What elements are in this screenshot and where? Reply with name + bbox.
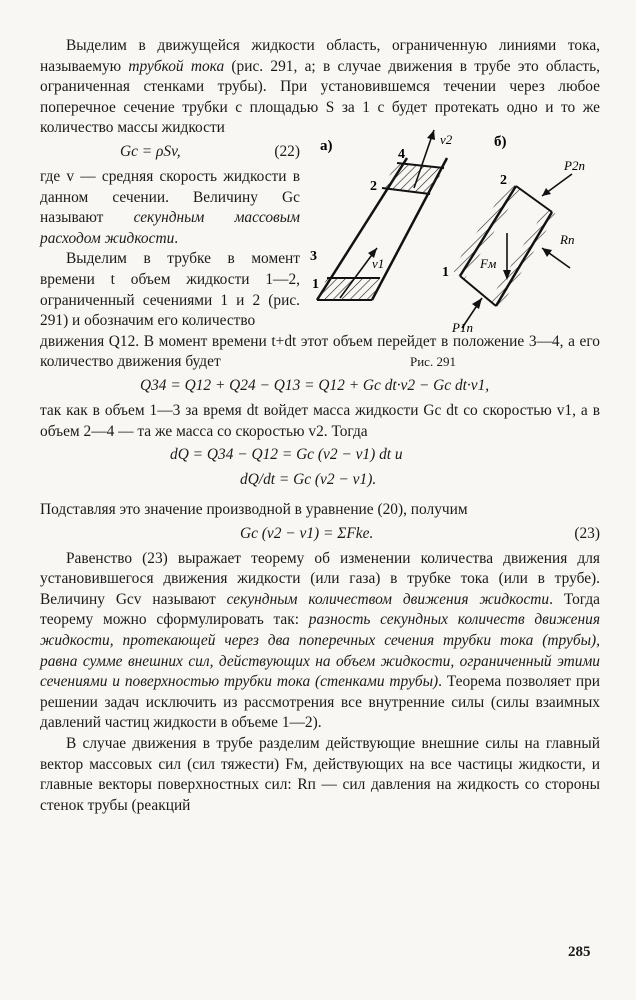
equation-22 bbox=[40, 142, 300, 164]
paragraph-7: В случае движения в трубе разделим действующие внешние силы на главный вектор массовых сил (сил тяжести) Fм, действующих на все частицы жидкости, и главные векторы поверхностных сил: Rп — сил давления на жидкость со стороны стенок трубы (реакций bbox=[40, 735, 600, 814]
equation-dqdt: dQ/dt = Gc (v2 − v1). bbox=[240, 471, 377, 489]
label-v2: v2 bbox=[440, 132, 453, 147]
equation-23-number: (23) bbox=[574, 524, 600, 542]
equation-dq: dQ = Q34 − Q12 = Gc (v2 − v1) dt и bbox=[170, 446, 403, 464]
paragraph-2: где v — средняя скорость жидкости в данном сечении. Величину Gc называют секундным массовым расходом жидкости. bbox=[40, 167, 300, 247]
label-P1: P1п bbox=[452, 320, 473, 335]
label-P2: P2п bbox=[564, 158, 585, 173]
label-3: 3 bbox=[310, 249, 317, 264]
label-a: а) bbox=[320, 138, 333, 154]
label-1: 1 bbox=[312, 277, 319, 292]
paragraph-3: Выделим в трубке в момент времени t объем жидкости 1—2, ограниченный сечениями 1 и 2 (рис. 291) и обозначим его количество bbox=[40, 250, 300, 330]
label-b: б) bbox=[494, 134, 507, 150]
equation-23-formula: Gc (v2 − v1) = ΣFke. bbox=[240, 524, 374, 542]
paragraph-4: так как в объем 1—3 за время dt войдет масса жидкости Gc dt со скоростью v1, а в объем 2—4 — та же масса со скоростью v2. Тогда bbox=[40, 401, 600, 440]
diagram-b bbox=[442, 134, 585, 335]
label-2: 2 bbox=[370, 179, 377, 194]
label-F: Fм bbox=[480, 256, 497, 271]
figure-291 bbox=[302, 118, 600, 380]
equation-22-formula: Gc = ρSv, bbox=[120, 142, 181, 160]
equation-q34: Q34 = Q12 + Q24 − Q13 = Q12 + Gc dt·v2 − Gc dt·v1, bbox=[140, 376, 490, 394]
equation-23 bbox=[40, 524, 600, 546]
label-b-1: 1 bbox=[442, 265, 449, 280]
diagram-a bbox=[310, 130, 453, 300]
figure-291-diagram bbox=[302, 118, 600, 380]
label-b-2: 2 bbox=[500, 173, 507, 188]
label-R: Rп bbox=[560, 232, 575, 247]
equation-22-number: (22) bbox=[274, 142, 300, 160]
paragraph-1: Выделим в движущейся жидкости область, ограниченную линиями тока, называемую трубкой тока (рис. 291, а; в случае движения в трубе это область, ограниченная стенками трубы). При установившемся течении через любое поперечное сечение трубки с площадью S за 1 с будет протекать одно и то же количество массы жидкости bbox=[40, 37, 600, 137]
page-number: 285 bbox=[568, 944, 591, 960]
paragraph-3-continued: движения Q12. В момент времени t+dt этот объем перейдет в положение 3—4, а его количество движения будет bbox=[40, 332, 600, 371]
figure-caption: Рис. 291 bbox=[410, 354, 456, 369]
label-4: 4 bbox=[398, 147, 405, 162]
paragraph-6: Равенство (23) выражает теорему об изменении количества движения для установившегося движения жидкости (или газа) в трубке тока (или в трубе). Величину Gcv называют секундным количеством движения жидкости. Тогда теорему можно сформулировать так: разность секундных количеств движения жидкости, протекающей через два поперечных сечения трубки тока (трубы), равна сумме внешних сил, действующих на объем жидкости, ограниченный этими сечениями и поверхностью трубки тока (стенками трубы). Теорема позволяет при решении задач исключить из рассмотрения все внутренние силы (силы взаимных давлений частиц жидкости в объеме 1—2). bbox=[40, 549, 601, 732]
label-v1: v1 bbox=[372, 256, 385, 271]
paragraph-5: Подставляя это значение производной в уравнение (20), получим bbox=[40, 501, 468, 519]
